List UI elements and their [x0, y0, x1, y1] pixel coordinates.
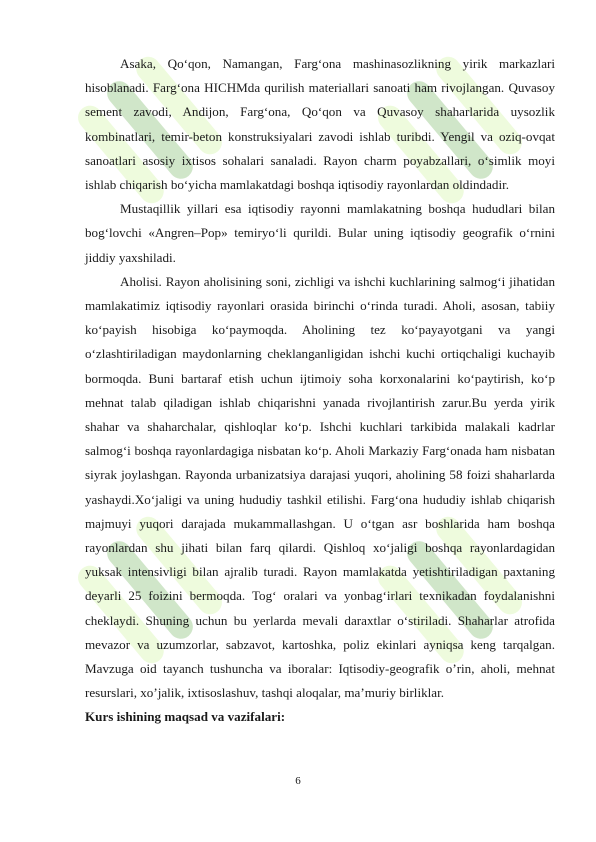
page-number: 6 — [295, 775, 301, 787]
section-heading: Kurs ishining maqsad va vazifalari: — [85, 709, 286, 725]
page-body — [85, 52, 555, 730]
paragraph-railway: Mustaqillik yillari esa iqtisodiy rayonni mamlakatning boshqa hududlari bilan bog‘lovchi «Angren–Pop» temiryo‘li qurildi. Bular uning iqtisodiy geografik o‘rnini jiddiy yaxshiladi. — [85, 201, 555, 265]
paragraph-population: Aholisi. Rayon aholisining soni, zichligi va ishchi kuchlarining salmog‘i jihatidan mamlakatimiz iqtisodiy rayonlari orasida birinchi o‘rinda turadi. Aholi, asosan, tabiiy ko‘payish hisobiga ko‘paymoqda. Aholining tez ko‘payayotgani va yangi o‘zlashtiriladigan maydonlarning cheklanganligidan ishchi kuchi ortiqchaligi kuchayib bormoqda. Buni bartaraf etish uchun ijtimoiy soha korxonalarini ko‘paytirish, ko‘p mehnat talab qiladigan ishlab chiqarishni yanada rivojlantirish zarur.Bu yerda yirik shahar va shaharchalar, qishloqlar ko‘p. Ishchi kuchlari tarkibida malakali kadrlar salmog‘i boshqa rayonlardagiga nisbatan ko‘p. Aholi Markaziy Farg‘onada ham nisbatan siyrak joylashgan. Rayonda urbanizatsiya darajasi yuqori, aholining 58 foizi shaharlarda yashaydi.Xo‘jaligi va uning hududiy tashkil etilishi. Farg‘ona hududiy ishlab chiqarish majmuyi yuqori darajada mukammallashgan. U o‘tgan asr boshlarida ham boshqa rayonlardan shu jihati bilan farq qilardi. Qishloq xo‘jaligi boshqa rayonlardagidan yuksak intensivligi bilan ajralib turadi. Rayon mamlakatda yetishtiriladigan paxtaning deyarli 25 foizini bermoqda. Tog‘ oralari va yonbag‘irlari texnikadan foydalanishni cheklaydi. Shuning uchun bu yerlarda mevali daraxtlar o‘stiriladi. Shaharlar atrofida mevazor va uzumzorlar, sabzavot, kartoshka, poliz ekinlari ayniqsa keng tarqalgan. Mavzuga oid tayanch tushuncha va iboralar: Iqtisodiy-geografik o’rin, aholi, mehnat resurslari, xo’jalik, ixtisoslashuv, tashqi aloqalar, ma’muriy birliklar. — [85, 273, 555, 701]
paragraph-industry: Asaka, Qo‘qon, Namangan, Farg‘ona mashinasozlikning yirik markazlari hisoblanadi. Farg‘ona HICHMda qurilish materiallari sanoati ham rivojlangan. Quvasoy sement zavodi, Andijon, Farg‘ona, Qo‘qon va Quvasoy shaharlarida uysozlik kombinatlari, temir-beton konstruksiyalari zavodi ishlab turibdi. Yengil va oziq-ovqat sanoatlari asosiy ixtisos sohalari sanaladi. Rayon charm poyabzallari, o‘simlik moyi ishlab chiqarish bo‘yicha mamlakatdagi boshqa iqtisodiy rayonlardan oldindadir. — [85, 56, 555, 193]
